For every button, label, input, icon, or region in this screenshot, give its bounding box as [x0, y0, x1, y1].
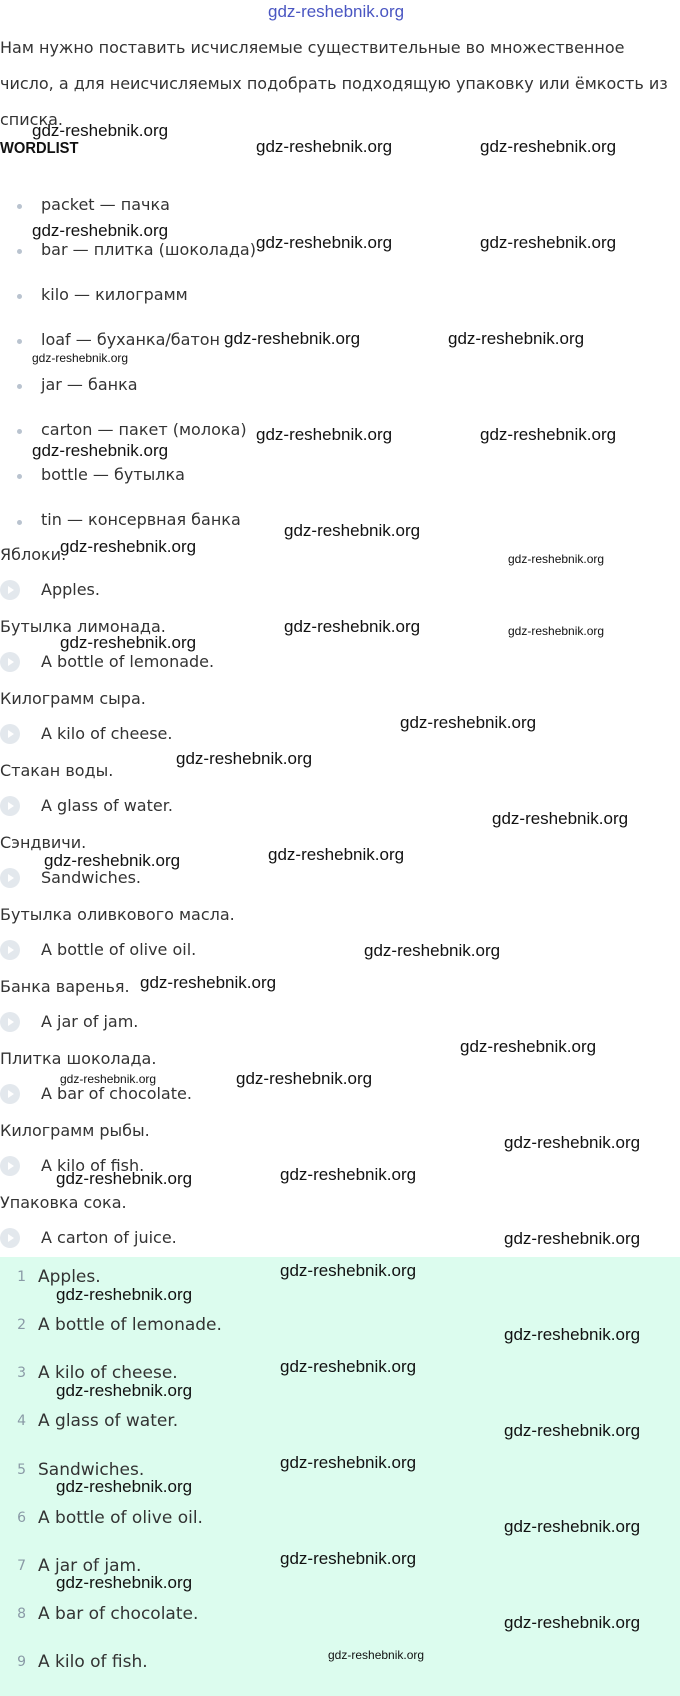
play-icon[interactable]	[0, 652, 20, 672]
question-text: Яблоки.	[0, 545, 67, 564]
watermark: gdz-reshebnik.org	[176, 749, 313, 768]
play-icon[interactable]	[0, 1156, 20, 1176]
wordlist-title: WORDLIST	[0, 140, 79, 157]
watermark: gdz-reshebnik.org	[32, 441, 169, 460]
watermark: gdz-reshebnik.org	[284, 617, 421, 636]
play-icon[interactable]	[0, 580, 20, 600]
site-header-link[interactable]: gdz-reshebnik.org	[268, 2, 405, 21]
watermark: gdz-reshebnik.org	[284, 521, 421, 540]
wordlist-item-label: bar — плитка (шоколада)	[41, 240, 256, 259]
watermark: gdz-reshebnik.org	[32, 121, 169, 140]
watermark: gdz-reshebnik.org	[480, 137, 617, 156]
watermark: gdz-reshebnik.org	[60, 537, 197, 556]
answer-number: 8	[17, 1606, 26, 1622]
watermark: gdz-reshebnik.org	[256, 425, 393, 444]
answer-text: A glass of water.	[41, 796, 173, 815]
answer-text: Sandwiches.	[41, 868, 141, 887]
answer-number: 7	[17, 1558, 26, 1574]
watermark: gdz-reshebnik.org	[504, 1517, 641, 1536]
wordlist-item-label: carton — пакет (молока)	[41, 420, 247, 439]
watermark: gdz-reshebnik.org	[504, 1325, 641, 1344]
bullet-icon	[17, 294, 22, 299]
wordlist-item-label: kilo — килограмм	[41, 285, 188, 304]
answer-number: 9	[17, 1654, 26, 1670]
bullet-icon	[17, 339, 22, 344]
wordlist-item-label: packet — пачка	[41, 195, 170, 214]
answer-number: 5	[17, 1462, 26, 1478]
answer-number: 3	[17, 1365, 26, 1381]
answer-list-text: A bar of chocolate.	[38, 1604, 199, 1624]
watermark: gdz-reshebnik.org	[480, 425, 617, 444]
watermark: gdz-reshebnik.org	[256, 137, 393, 156]
watermark: gdz-reshebnik.org	[140, 973, 277, 992]
bullet-icon	[17, 474, 22, 479]
watermark: gdz-reshebnik.org	[364, 941, 501, 960]
intro-text: Нам нужно поставить исчисляемые существительные во множественное число, а для неисчисляемых подобрать подходящую упаковку или ёмкость из списка.	[0, 38, 668, 129]
play-icon[interactable]	[0, 796, 20, 816]
question-text: Бутылка оливкового масла.	[0, 905, 235, 924]
answer-list-text: A jar of jam.	[38, 1556, 142, 1576]
answer-text: A kilo of fish.	[41, 1156, 145, 1175]
play-icon[interactable]	[0, 724, 20, 744]
answer-text: A jar of jam.	[41, 1012, 139, 1031]
watermark: gdz-reshebnik.org	[504, 1613, 641, 1632]
watermark: gdz-reshebnik.org	[60, 1072, 157, 1086]
bullet-icon	[17, 429, 22, 434]
answer-text: A bar of chocolate.	[41, 1084, 192, 1103]
answer-text: Apples.	[41, 580, 100, 599]
watermark: gdz-reshebnik.org	[460, 1037, 597, 1056]
bullet-icon	[17, 204, 22, 209]
watermark: gdz-reshebnik.org	[448, 329, 585, 348]
bullet-icon	[17, 520, 22, 525]
wordlist-item-label: jar — банка	[41, 375, 138, 394]
question-text: Килограмм сыра.	[0, 689, 146, 708]
watermark: gdz-reshebnik.org	[504, 1421, 641, 1440]
watermark: gdz-reshebnik.org	[56, 1285, 193, 1304]
answer-text: A bottle of lemonade.	[41, 652, 215, 671]
watermark: gdz-reshebnik.org	[280, 1357, 417, 1376]
watermark: gdz-reshebnik.org	[328, 1648, 425, 1662]
watermark: gdz-reshebnik.org	[504, 1229, 641, 1248]
question-text: Упаковка сока.	[0, 1193, 127, 1212]
watermark: gdz-reshebnik.org	[280, 1261, 417, 1280]
answer-number: 2	[17, 1317, 26, 1333]
answer-list-text: A bottle of lemonade.	[38, 1315, 222, 1335]
answer-list-text: Apples.	[38, 1267, 101, 1287]
watermark: gdz-reshebnik.org	[480, 233, 617, 252]
question-text: Бутылка лимонада.	[0, 617, 166, 636]
question-text: Банка варенья.	[0, 977, 130, 996]
answer-text: A carton of juice.	[41, 1228, 177, 1247]
watermark: gdz-reshebnik.org	[508, 624, 605, 638]
watermark: gdz-reshebnik.org	[32, 221, 169, 240]
answer-number: 1	[17, 1269, 26, 1285]
question-text: Плитка шоколада.	[0, 1049, 157, 1068]
answer-list-text: A kilo of fish.	[38, 1652, 148, 1672]
play-icon[interactable]	[0, 868, 20, 888]
answer-number: 4	[17, 1413, 26, 1429]
play-icon[interactable]	[0, 940, 20, 960]
watermark: gdz-reshebnik.org	[60, 633, 197, 652]
wordlist-item-label: tin — консервная банка	[41, 510, 241, 529]
watermark: gdz-reshebnik.org	[280, 1549, 417, 1568]
watermark: gdz-reshebnik.org	[492, 809, 629, 828]
watermark: gdz-reshebnik.org	[504, 1133, 641, 1152]
question-text: Килограмм рыбы.	[0, 1121, 150, 1140]
watermark: gdz-reshebnik.org	[32, 351, 129, 365]
question-text: Стакан воды.	[0, 761, 114, 780]
wordlist-item-label: loaf — буханка/батон	[41, 330, 221, 349]
watermark: gdz-reshebnik.org	[268, 845, 405, 864]
wordlist-item-label: bottle — бутылка	[41, 465, 185, 484]
watermark: gdz-reshebnik.org	[56, 1573, 193, 1592]
answer-list-text: A glass of water.	[38, 1411, 179, 1431]
answer-text: A kilo of cheese.	[41, 724, 173, 743]
answer-list-text: A kilo of cheese.	[38, 1363, 178, 1383]
play-icon[interactable]	[0, 1012, 20, 1032]
bullet-icon	[17, 384, 22, 389]
watermark: gdz-reshebnik.org	[280, 1453, 417, 1472]
bullet-icon	[17, 249, 22, 254]
watermark: gdz-reshebnik.org	[44, 851, 181, 870]
watermark: gdz-reshebnik.org	[256, 233, 393, 252]
question-text: Сэндвичи.	[0, 833, 87, 852]
watermark: gdz-reshebnik.org	[56, 1477, 193, 1496]
watermark: gdz-reshebnik.org	[508, 552, 605, 566]
play-icon[interactable]	[0, 1084, 20, 1104]
watermark: gdz-reshebnik.org	[400, 713, 537, 732]
answer-list-text: Sandwiches.	[38, 1460, 145, 1480]
answer-list-text: A bottle of olive oil.	[38, 1508, 203, 1528]
watermark: gdz-reshebnik.org	[56, 1169, 193, 1188]
watermark: gdz-reshebnik.org	[280, 1165, 417, 1184]
watermark: gdz-reshebnik.org	[224, 329, 361, 348]
watermark: gdz-reshebnik.org	[236, 1069, 373, 1088]
answer-number: 6	[17, 1510, 26, 1526]
answer-text: A bottle of olive oil.	[41, 940, 197, 959]
play-icon[interactable]	[0, 1228, 20, 1248]
watermark: gdz-reshebnik.org	[56, 1381, 193, 1400]
